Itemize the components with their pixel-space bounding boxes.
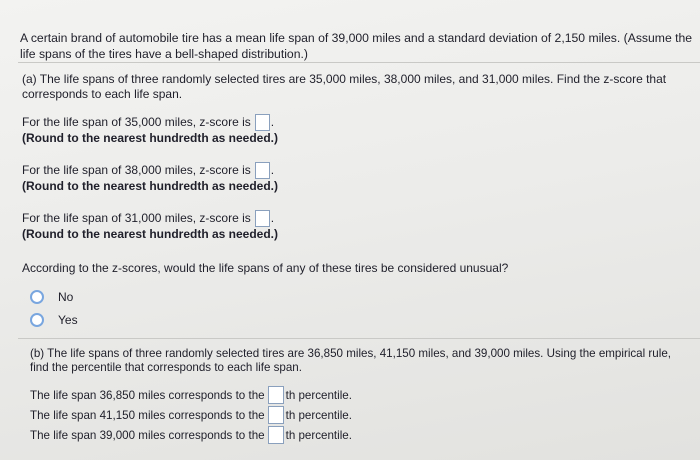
percentile-input-1[interactable] <box>268 386 284 404</box>
percentile-input-3[interactable] <box>268 426 284 444</box>
percentile-row-3 <box>30 426 352 444</box>
percentile-label-3: The life span 39,000 miles corresponds to the <box>30 428 265 442</box>
z-score-input-3[interactable] <box>255 210 270 227</box>
option-yes-label: Yes <box>58 313 78 327</box>
divider <box>18 62 700 63</box>
option-no-label: No <box>58 290 74 304</box>
z-score-item-1 <box>22 114 278 146</box>
divider <box>18 338 700 339</box>
radio-no[interactable] <box>30 290 44 304</box>
percentile-label-1: The life span 36,850 miles corresponds to the <box>30 388 265 402</box>
z-score-input-1[interactable] <box>255 114 270 131</box>
z-score-label-3: For the life span of 31,000 miles, z-score is <box>22 211 251 225</box>
unusual-question: According to the z-scores, would the life spans of any of these tires be considered unusual? <box>22 261 509 275</box>
period: . <box>270 115 275 129</box>
z-score-item-3 <box>22 210 278 242</box>
percentile-suffix-3: th percentile. <box>285 428 352 442</box>
z-score-item-2 <box>22 162 278 194</box>
period: . <box>270 163 275 177</box>
percentile-row-1 <box>30 386 352 404</box>
percentile-label-2: The life span 41,150 miles corresponds to the <box>30 408 265 422</box>
problem-intro: A certain brand of automobile tire has a mean life span of 39,000 miles and a standard deviation of 2,150 miles. (Assume the life spans of the tires have a bell-shaped distribution.) <box>20 31 693 61</box>
z-score-label-1: For the life span of 35,000 miles, z-score is <box>22 115 251 129</box>
rounding-hint-3: (Round to the nearest hundredth as needed.) <box>22 227 279 241</box>
part-a-prompt: (a) The life spans of three randomly selected tires are 35,000 miles, 38,000 miles, and 31,000 miles. Find the z-score that corresponds to each life span. <box>22 72 667 101</box>
part-b-prompt: (b) The life spans of three randomly selected tires are 36,850 miles, 41,150 miles, and 39,000 miles. Using the empirical rule, find the percentile that corresponds to each life span. <box>30 347 671 374</box>
period: . <box>270 211 275 225</box>
option-yes[interactable] <box>30 313 78 327</box>
option-no[interactable] <box>30 290 73 304</box>
z-score-input-2[interactable] <box>255 162 270 179</box>
percentile-suffix-1: th percentile. <box>285 388 352 402</box>
radio-yes[interactable] <box>30 313 44 327</box>
z-score-label-2: For the life span of 38,000 miles, z-score is <box>22 163 251 177</box>
rounding-hint-1: (Round to the nearest hundredth as needed.) <box>22 131 279 145</box>
percentile-suffix-2: th percentile. <box>285 408 352 422</box>
percentile-row-2 <box>30 406 352 424</box>
percentile-input-2[interactable] <box>268 406 284 424</box>
rounding-hint-2: (Round to the nearest hundredth as needed.) <box>22 179 279 193</box>
